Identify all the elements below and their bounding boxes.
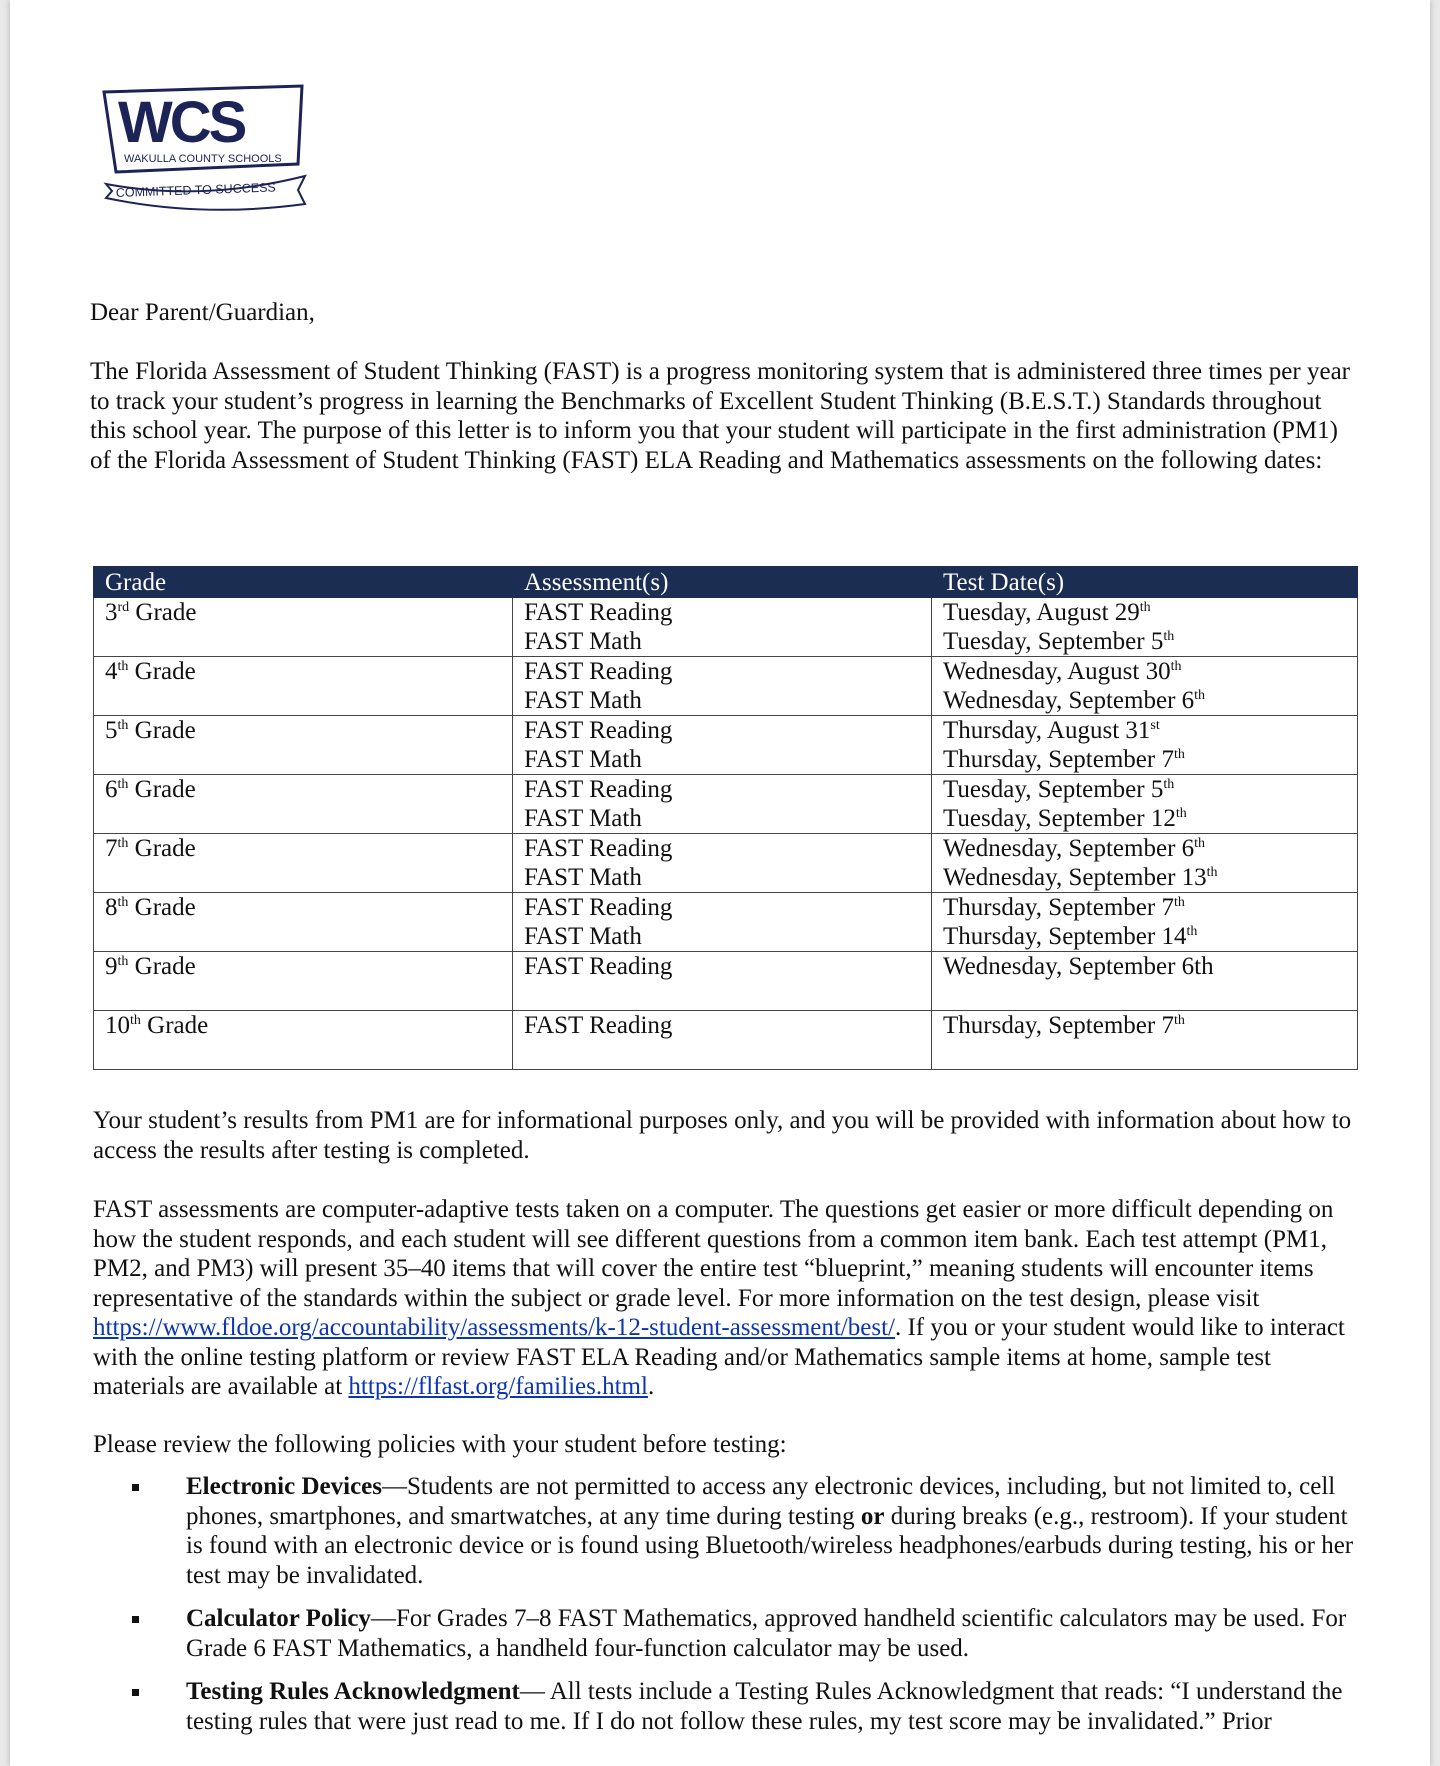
grade-number: 7 (105, 835, 118, 862)
date-cell (932, 893, 1358, 952)
grade-ordinal: th (117, 836, 129, 851)
test-date-ordinal: th (1139, 600, 1151, 615)
assessment-cell (513, 598, 932, 657)
grade-number: 10 (105, 1012, 130, 1039)
test-date (943, 834, 1357, 863)
grade-suffix: Grade (128, 658, 196, 685)
intro-paragraph: The Florida Assessment of Student Thinking (FAST) is a progress monitoring system that is administered three times per year to track your student’s progress in learning the Benchmarks of Excellent Student Thinking (B.E.S.T.) Standards throughout this school year. The purpose of this letter is to inform you that your student will participate in the first administration (PM1) of the Florida Assessment of Student Thinking (FAST) ELA Reading and Mathematics assessments on the following dates: (90, 358, 1350, 474)
grade-number: 3 (105, 599, 118, 626)
test-date-text: Tuesday, August 29 (943, 599, 1140, 626)
test-date-ordinal: th (1163, 629, 1175, 644)
test-date-text: Thursday, August 31 (943, 717, 1151, 744)
table-row (94, 598, 1358, 657)
assessment-name: FAST Reading (524, 776, 673, 803)
grade-cell (94, 598, 513, 657)
assessment-name: FAST Math (524, 687, 642, 714)
assessment-cell (513, 893, 932, 952)
test-date (943, 922, 1357, 951)
test-date-text: Thursday, September 7 (943, 1012, 1174, 1039)
table-row (94, 952, 1358, 1011)
policy-text: — All tests include a Testing Rules Acknowledgment that reads: “I understand the testing rules that were just read to me. If I do not follow these rules, my test score may be invalidated.” Prior (186, 1678, 1343, 1735)
policy-title: Testing Rules Acknowledgment (186, 1678, 520, 1705)
date-cell (932, 716, 1358, 775)
grade-ordinal: th (117, 718, 129, 733)
assessment-name: FAST Math (524, 746, 642, 773)
test-date-ordinal: th (1186, 924, 1198, 939)
assessment-name: FAST Reading (524, 717, 673, 744)
grade-number: 9 (105, 953, 118, 980)
grade-number: 5 (105, 717, 118, 744)
fast-text-2: . If you or your student would like to interact with the online testing platform or review FAST ELA Reading and/or Mathematics sample items at home, sample test materials are available at (93, 1314, 1345, 1400)
test-date-text: Thursday, September 7 (943, 746, 1174, 773)
table-row (94, 893, 1358, 952)
policy-text-cont: during breaks (e.g., restroom). If your student is found with an electronic device or is found using Bluetooth/wireless headphones/earbuds during testing, his or her test may be invalidated. (186, 1502, 1354, 1589)
policy-item (132, 1604, 1362, 1663)
assessment-name: FAST Reading (524, 894, 673, 921)
grade-number: 4 (105, 658, 118, 685)
grade-ordinal: th (117, 659, 129, 674)
grade-ordinal: th (117, 954, 129, 969)
fast-text-3: . (647, 1373, 655, 1400)
policy-text: —For Grades 7–8 FAST Mathematics, approved handheld scientific calculators may be used. For Grade 6 FAST Mathematics, a handheld four-function calculator may be used. (186, 1605, 1347, 1662)
test-date-ordinal: th (1170, 659, 1182, 674)
test-date-ordinal: st (1150, 718, 1160, 733)
date-cell (932, 657, 1358, 716)
table-body (94, 598, 1358, 1070)
bullet-icon (132, 1689, 139, 1696)
date-cell (932, 952, 1358, 1011)
grade-ordinal: th (117, 777, 129, 792)
test-date (943, 598, 1357, 627)
test-date-ordinal: th (1175, 806, 1187, 821)
results-paragraph: Your student’s results from PM1 are for informational purposes only, and you will be provided with information about how to access the results after testing is completed. (93, 1107, 1352, 1164)
table-row (94, 716, 1358, 775)
test-date-ordinal: th (1194, 688, 1206, 703)
test-date-ordinal: th (1163, 777, 1175, 792)
policies-list (132, 1472, 1362, 1750)
flfast-link[interactable]: https://flfast.org/families.html (348, 1373, 648, 1400)
table-row (94, 1011, 1358, 1070)
test-date (943, 1011, 1357, 1040)
fldoe-link[interactable]: https://www.fldoe.org/accountability/assessments/k-12-student-assessment/best/ (93, 1314, 895, 1341)
logo-motto: COMMITTED TO SUCCESS (115, 180, 276, 200)
test-date-text: Tuesday, September 5 (943, 776, 1164, 803)
grade-ordinal: th (130, 1013, 141, 1028)
policy-item (132, 1472, 1362, 1590)
test-date-text: Tuesday, September 5 (943, 628, 1164, 655)
policy-item (132, 1677, 1362, 1736)
test-date (943, 804, 1357, 833)
grade-suffix: Grade (128, 717, 196, 744)
test-date-ordinal: th (1173, 1013, 1185, 1028)
policy-title: Calculator Policy (186, 1605, 371, 1632)
test-date (943, 627, 1357, 656)
greeting: Dear Parent/Guardian, (90, 299, 315, 326)
assessment-name: FAST Math (524, 805, 642, 832)
assessment-name: FAST Math (524, 864, 642, 891)
test-date-text: Tuesday, September 12 (943, 805, 1176, 832)
assessment-name: FAST Reading (524, 1012, 673, 1039)
table-row (94, 775, 1358, 834)
test-date (943, 863, 1357, 892)
grade-cell (94, 657, 513, 716)
test-date (943, 657, 1357, 686)
test-date-ordinal: th (1206, 865, 1218, 880)
test-date (943, 893, 1357, 922)
grade-suffix: Grade (128, 953, 196, 980)
grade-suffix: Grade (129, 599, 197, 626)
table-row (94, 657, 1358, 716)
header-assessments: Assessment(s) (513, 567, 932, 598)
bullet-icon (132, 1616, 139, 1623)
assessment-cell (513, 716, 932, 775)
test-date-text: Thursday, September 14 (943, 923, 1187, 950)
grade-ordinal: rd (117, 600, 130, 615)
assessment-cell (513, 834, 932, 893)
test-date-text: Wednesday, September 6 (943, 687, 1195, 714)
date-cell (932, 1011, 1358, 1070)
date-cell (932, 834, 1358, 893)
fast-paragraph (93, 1195, 1363, 1402)
assessment-name: FAST Reading (524, 658, 673, 685)
letter-page (10, 0, 1430, 1766)
assessment-name: FAST Math (524, 923, 642, 950)
test-date (943, 686, 1357, 715)
grade-suffix: Grade (128, 776, 196, 803)
table-header-row (94, 567, 1358, 598)
test-date-text: Wednesday, September 6th (943, 953, 1214, 980)
grade-cell (94, 1011, 513, 1070)
grade-suffix: Grade (128, 835, 196, 862)
assessment-name: FAST Reading (524, 599, 673, 626)
grade-cell (94, 893, 513, 952)
table-row (94, 834, 1358, 893)
test-date-ordinal: th (1173, 747, 1185, 762)
grade-cell (94, 775, 513, 834)
fast-text-1: FAST assessments are computer-adaptive tests taken on a computer. The questions get easier or more difficult depending on how the student responds, and each student will see different questions from a common item bank. Each test attempt (PM1, PM2, and PM3) will present 35–40 items that will cover the entire test “blueprint,” meaning students will encounter items representative of the standards within the subject or grade level. For more information on the test design, please visit (93, 1196, 1334, 1312)
grade-number: 6 (105, 776, 118, 803)
header-grade: Grade (94, 567, 513, 598)
wcs-logo (102, 84, 312, 214)
grade-cell (94, 716, 513, 775)
test-date (943, 775, 1357, 804)
bullet-icon (132, 1484, 139, 1491)
logo-district: WAKULLA COUNTY SCHOOLS (124, 153, 282, 165)
grade-number: 8 (105, 894, 118, 921)
assessment-cell (513, 775, 932, 834)
policy-emphasis: or (860, 1502, 885, 1530)
test-date-ordinal: th (1173, 895, 1185, 910)
assessment-cell (513, 657, 932, 716)
test-date (943, 716, 1357, 745)
grade-ordinal: th (117, 895, 129, 910)
assessment-name: FAST Reading (524, 953, 673, 980)
test-date (943, 952, 1357, 981)
grade-cell (94, 834, 513, 893)
test-date-text: Wednesday, August 30 (943, 658, 1171, 685)
test-date (943, 745, 1357, 774)
test-date-text: Thursday, September 7 (943, 894, 1174, 921)
test-date-ordinal: th (1194, 836, 1206, 851)
header-test-dates: Test Date(s) (932, 567, 1358, 598)
assessment-cell (513, 1011, 932, 1070)
test-date-text: Wednesday, September 13 (943, 864, 1207, 891)
grade-suffix: Grade (140, 1012, 209, 1039)
logo-letters: WCS (118, 90, 245, 155)
grade-suffix: Grade (128, 894, 196, 921)
test-date-text: Wednesday, September 6 (943, 835, 1195, 862)
policy-text: —Students are not permitted to access any electronic devices, including, but not limited to, cell phones, smartphones, and smartwatches, at any time during testing (186, 1473, 1336, 1530)
assessment-name: FAST Math (524, 628, 642, 655)
assessment-name: FAST Reading (524, 835, 673, 862)
assessment-cell (513, 952, 932, 1011)
policy-title: Electronic Devices (186, 1473, 382, 1500)
test-schedule-table (93, 566, 1358, 1070)
date-cell (932, 775, 1358, 834)
policies-intro: Please review the following policies with your student before testing: (93, 1431, 787, 1458)
grade-cell (94, 952, 513, 1011)
date-cell (932, 598, 1358, 657)
